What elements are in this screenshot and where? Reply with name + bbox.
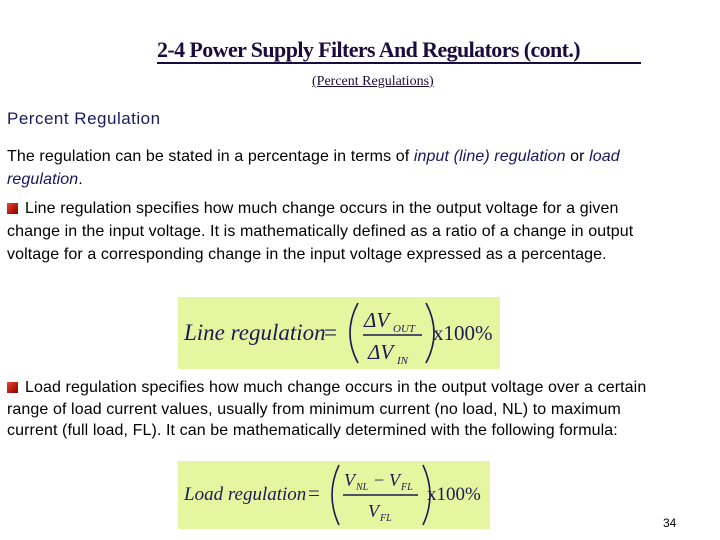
left-paren	[350, 303, 358, 363]
line-formula-denominator-sub: IN	[397, 355, 408, 367]
load-formula-label: Load regulation	[184, 484, 307, 505]
intro-text: The regulation can be stated in a percentage in terms of	[7, 148, 414, 165]
intro-paragraph	[7, 145, 667, 191]
load-formula-num-b: V	[389, 470, 400, 490]
slide-title: 2-4 Power Supply Filters And Regulators (cont.)	[157, 38, 641, 64]
page-number: 34	[663, 516, 677, 530]
left-paren	[332, 465, 339, 525]
load-formula-denominator: V	[368, 501, 379, 521]
intro-emphasis-load: load regulation	[7, 148, 620, 188]
line-regulation-paragraph	[7, 197, 667, 266]
intro-text: .	[78, 171, 83, 188]
load-formula-num-b-sub: FL	[401, 482, 413, 493]
line-formula-numerator: ΔV	[364, 308, 390, 332]
line-regulation-formula	[178, 297, 500, 369]
slide-subtitle: (Percent Regulations)	[312, 74, 434, 89]
intro-emphasis-line: input (line) regulation	[413, 148, 566, 165]
line-formula-numerator-sub: OUT	[393, 323, 416, 335]
bullet-icon	[7, 203, 18, 214]
load-regulation-text: Load regulation specifies how much change occurs in the output voltage over a certain range of load current values, usually from minimum current (no load, NL) to maximum current (full load, FL). It can be mathematically determined with the following formula:	[7, 379, 647, 439]
load-formula-num-a: V	[344, 470, 355, 490]
line-formula-multiplier: x100%	[433, 321, 493, 345]
load-regulation-paragraph	[7, 377, 667, 442]
load-formula-minus: −	[374, 470, 385, 490]
line-formula-label: Line regulation	[184, 320, 326, 345]
line-formula-denominator: ΔV	[368, 340, 394, 364]
load-formula-multiplier: x100%	[427, 484, 481, 505]
bullet-icon	[7, 382, 18, 393]
load-formula-num-a-sub: NL	[356, 482, 369, 493]
intro-text: or	[565, 148, 590, 165]
load-regulation-formula	[178, 461, 490, 529]
section-heading: Percent Regulation	[7, 109, 161, 128]
line-formula-equals: =	[324, 320, 337, 345]
load-formula-equals: =	[308, 481, 320, 505]
line-regulation-text: Line regulation specifies how much change occurs in the output voltage for a given change in the input voltage. It is mathematically defined as a ratio of a change in output voltage for a corresponding change in the input voltage expressed as a percentage.	[7, 200, 634, 263]
load-formula-denominator-sub: FL	[380, 513, 392, 524]
